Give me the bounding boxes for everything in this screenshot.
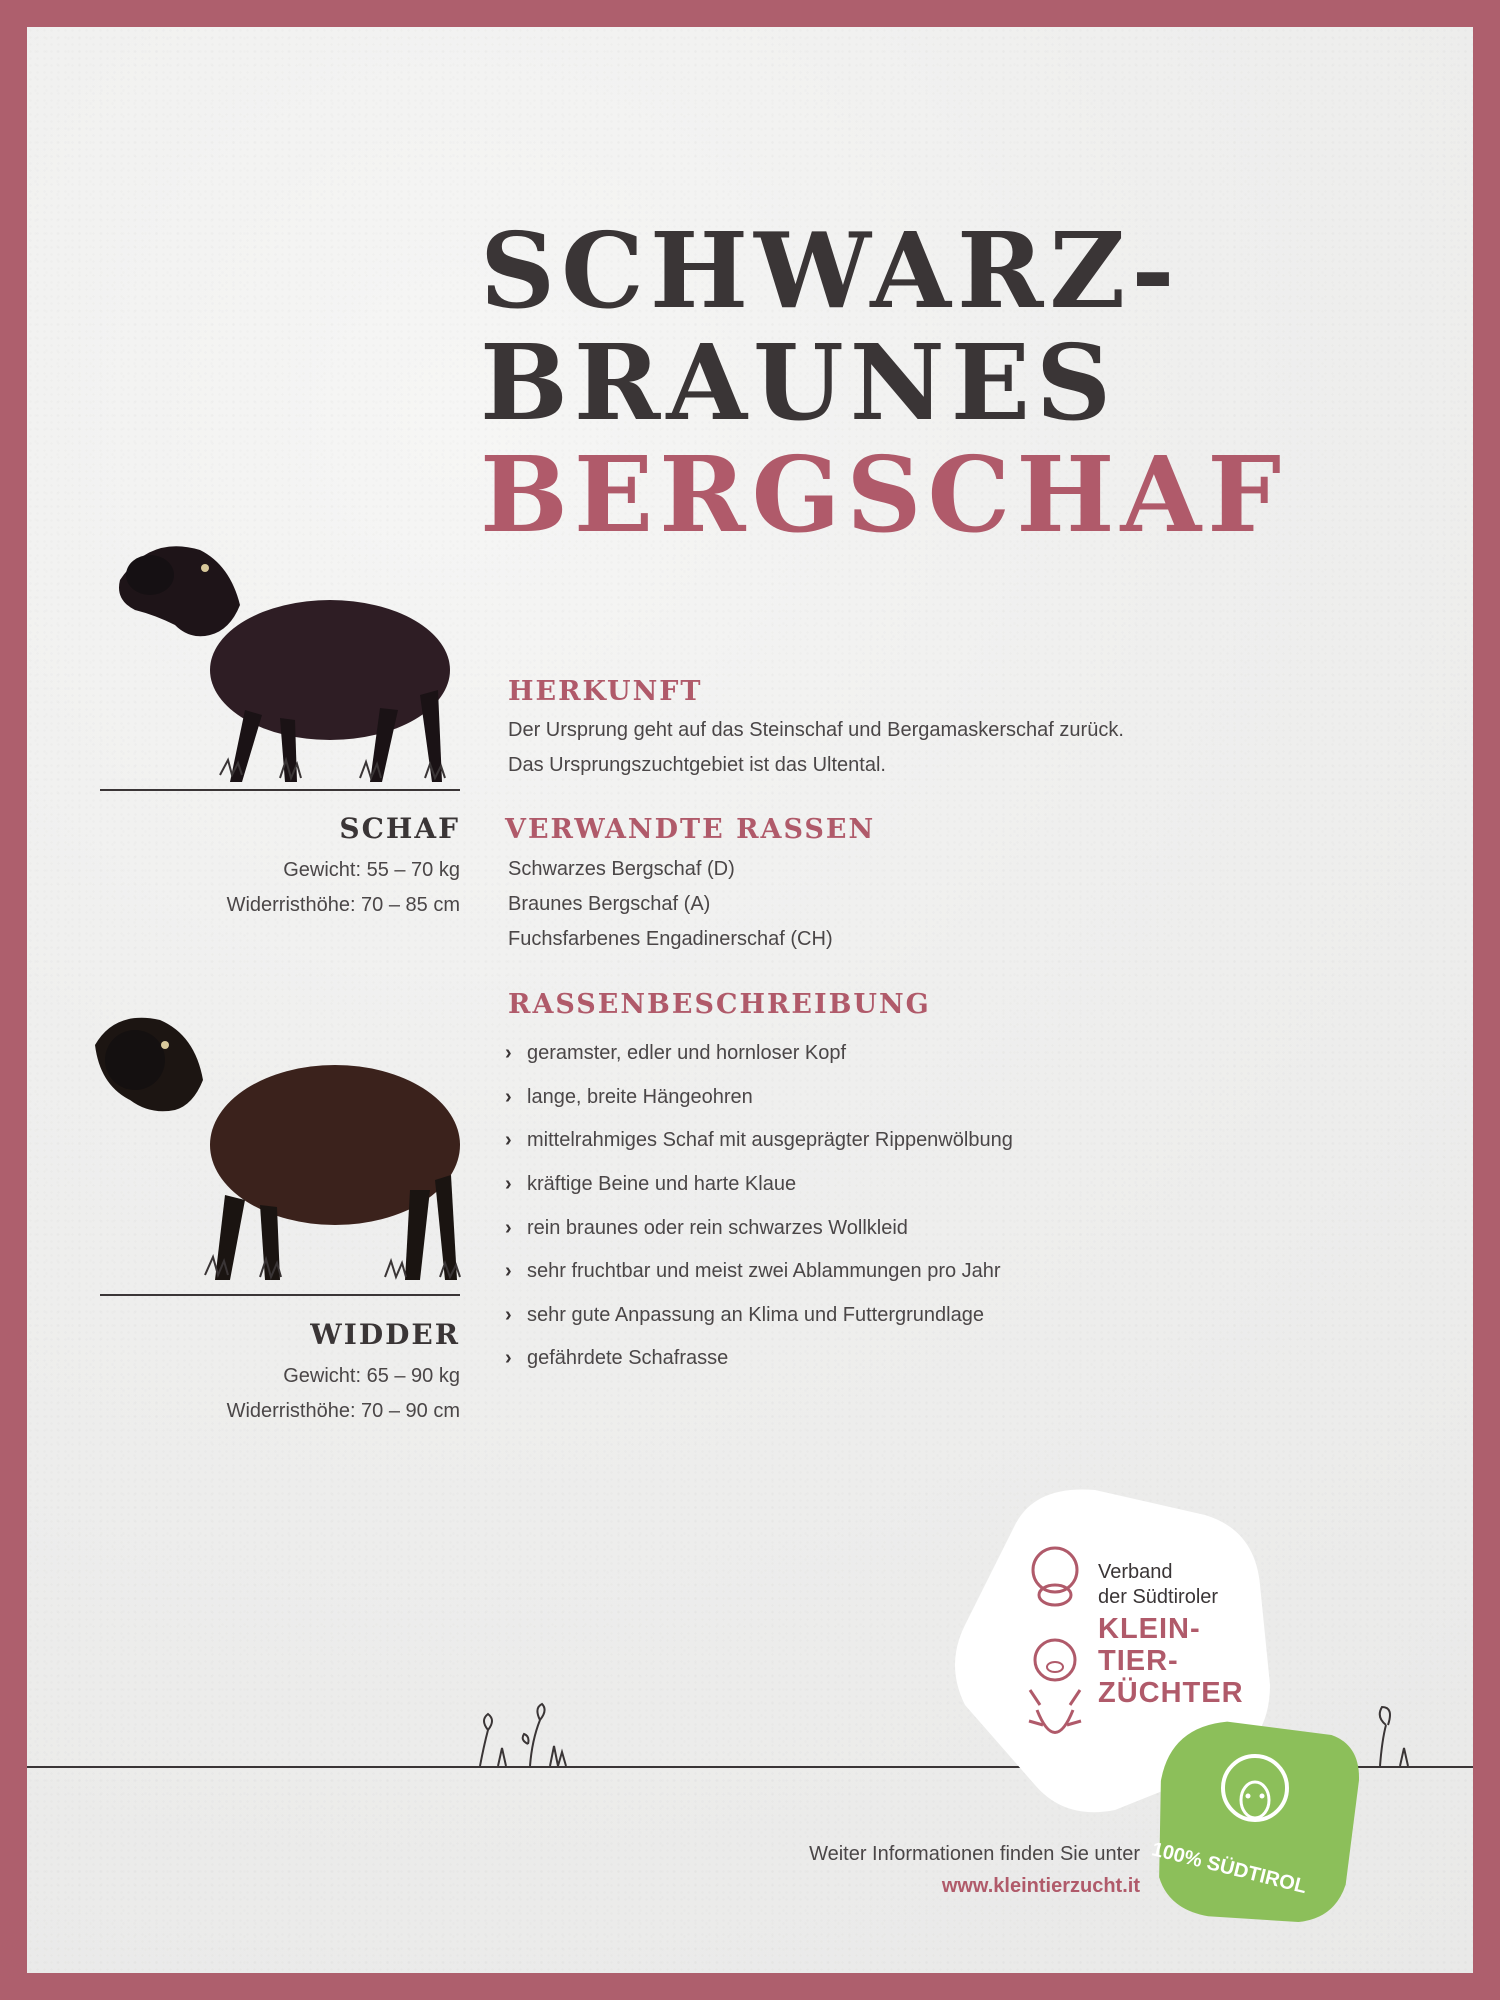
herkunft-heading: HERKUNFT [508, 676, 703, 707]
logo-org-name [1098, 1560, 1218, 1610]
chevron-right-icon: › [505, 1085, 512, 1108]
herkunft-text [508, 713, 1124, 783]
herkunft-line: Der Ursprung geht auf das Steinschaf und Bergamaskerschaf zurück. [508, 719, 1124, 741]
verwandte-item: Fuchsfarbenes Engadinerschaf (CH) [508, 928, 833, 950]
list-item: › mittelrahmiges Schaf mit ausgeprägter Rippenwölbung [505, 1129, 1013, 1152]
schaf-weight: Gewicht: 55 – 70 kg [283, 859, 460, 881]
schaf-height: Widerristhöhe: 70 – 85 cm [226, 894, 460, 916]
badge-text: 100% SÜDTIROL [1149, 1838, 1309, 1899]
logo-title [1098, 1613, 1244, 1709]
widder-specs [227, 1359, 460, 1429]
verwandte-item: Braunes Bergschaf (A) [508, 893, 711, 915]
list-item: › lange, breite Hängeohren [505, 1085, 753, 1108]
widder-weight: Gewicht: 65 – 90 kg [283, 1365, 460, 1387]
verwandte-heading: VERWANDTE RASSEN [505, 814, 876, 845]
flower-doodle-icon [470, 1700, 600, 1768]
logo-line: KLEIN- [1098, 1613, 1201, 1645]
logo-line: Verband [1098, 1561, 1173, 1583]
widder-height: Widerristhöhe: 70 – 90 cm [226, 1400, 460, 1422]
schaf-specs [227, 853, 460, 923]
verwandte-list [508, 852, 833, 957]
title-line-2: BRAUNES [480, 321, 1118, 444]
beschreibung-list [505, 1032, 1013, 1381]
suedtirol-badge [1150, 1718, 1360, 1928]
list-item: › sehr gute Anpassung an Klima und Futtergrundlage [505, 1303, 984, 1326]
footer-info: Weiter Informationen finden Sie unter [809, 1843, 1140, 1865]
ground-line-schaf [100, 789, 460, 791]
page-title [480, 209, 1288, 556]
beschreibung-heading: RASSENBESCHREIBUNG [508, 989, 931, 1020]
widder-label: WIDDER [310, 1318, 460, 1351]
list-item: › rein braunes oder rein schwarzes Wollkleid [505, 1216, 908, 1239]
list-item: › geramster, edler und hornloser Kopf [505, 1042, 847, 1065]
list-item: › sehr fruchtbar und meist zwei Ablammungen pro Jahr [505, 1260, 1001, 1283]
herkunft-line: Das Ursprungszuchtgebiet ist das Ultental. [508, 754, 886, 776]
chevron-right-icon: › [505, 1173, 512, 1196]
chevron-right-icon: › [505, 1042, 512, 1065]
logo-line: der Südtiroler [1098, 1586, 1219, 1608]
verwandte-item: Schwarzes Bergschaf (D) [508, 858, 735, 880]
chevron-right-icon: › [505, 1303, 512, 1326]
logo-line: ZÜCHTER [1098, 1677, 1244, 1709]
ground-line-widder [100, 1294, 460, 1296]
website-link[interactable]: www.kleintierzucht.it [941, 1875, 1140, 1897]
chevron-right-icon: › [505, 1129, 512, 1152]
schaf-label: SCHAF [339, 812, 460, 845]
logo-line: TIER- [1098, 1645, 1179, 1677]
list-item: › gefährdete Schafrasse [505, 1347, 729, 1370]
title-line-3: BERGSCHAF [480, 433, 1288, 556]
ewe-image [80, 520, 480, 795]
chevron-right-icon: › [505, 1216, 512, 1239]
title-line-1: SCHWARZ- [480, 209, 1181, 332]
list-item: › kräftige Beine und harte Klaue [505, 1173, 797, 1196]
chevron-right-icon: › [505, 1260, 512, 1283]
chevron-right-icon: › [505, 1347, 512, 1370]
ram-image [85, 1005, 485, 1295]
